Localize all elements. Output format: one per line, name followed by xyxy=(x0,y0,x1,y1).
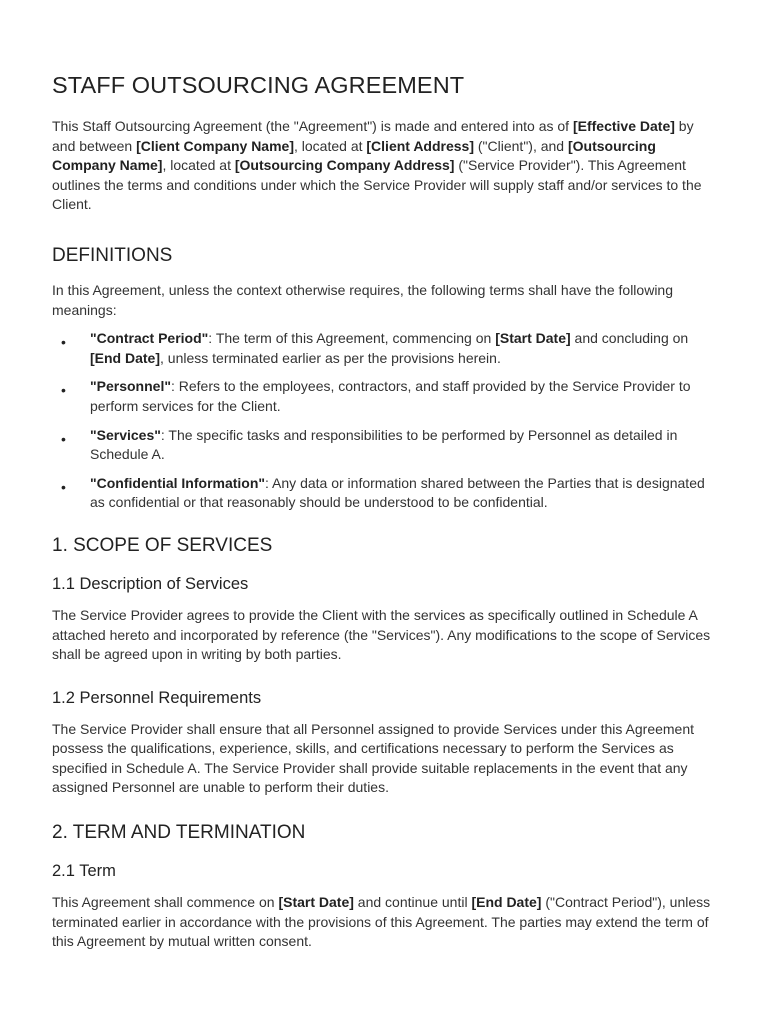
bold-term: [End Date] xyxy=(90,349,160,366)
bold-term: [Start Date] xyxy=(278,894,354,911)
text-run: and concluding on xyxy=(570,330,689,347)
list-item xyxy=(52,474,718,513)
document-title: STAFF OUTSOURCING AGREEMENT xyxy=(52,72,465,98)
bullet-icon: • xyxy=(61,334,66,351)
definition-text xyxy=(90,475,705,511)
text-run: : The term of this Agreement, commencing on xyxy=(208,330,496,347)
bullet-icon: • xyxy=(61,430,66,447)
text-run: , located at xyxy=(162,157,235,174)
text-run: and continue until xyxy=(353,894,472,911)
text-run: This Agreement shall commence on xyxy=(52,894,279,911)
text-run: This Staff Outsourcing Agreement (the "Agreement") is made and entered into as of xyxy=(52,118,573,134)
bold-term: [End Date] xyxy=(471,894,542,911)
section-2-1-body xyxy=(52,893,718,952)
text-run: ("Service Provider"). This Agreement outlines the terms and conditions under which the Service Provider will supply staff and/or services to the Client. xyxy=(52,157,702,213)
bold-term: [Outsourcing Company Name] xyxy=(52,137,656,174)
section-1-2-body: The Service Provider shall ensure that all Personnel assigned to provide Services under this Agreement possess the qualifications, experience, skills, and certifications necessary to perform the Services as specified in Schedule A. The Service Provider shall provide suitable replacements in the event that any assigned Personnel are unable to perform their duties. xyxy=(52,720,695,796)
definition-text xyxy=(90,378,691,414)
bold-term: "Services" xyxy=(90,426,161,443)
bold-term: [Effective Date] xyxy=(572,118,675,134)
definitions-lead: In this Agreement, unless the context otherwise requires, the following terms shall have the following meanings: xyxy=(52,281,673,318)
list-item xyxy=(52,377,718,416)
list-item xyxy=(52,426,718,465)
section-1-1-body: The Service Provider agrees to provide the Client with the services as specifically outlined in Schedule A attached hereto and incorporated by reference (the "Services"). Any modifications to the scope of Services shall be agreed upon in writing by both parties. xyxy=(52,606,711,663)
bold-term: [Client Address] xyxy=(366,137,474,154)
bold-term: [Outsourcing Company Address] xyxy=(234,157,455,174)
bold-term: "Personnel" xyxy=(90,378,171,395)
definition-text xyxy=(90,427,677,463)
text-run: , located at xyxy=(294,137,367,154)
section-2-heading: 2. TERM AND TERMINATION xyxy=(52,822,306,844)
intro-paragraph xyxy=(52,117,718,215)
section-1-1-heading: 1.1 Description of Services xyxy=(52,574,249,593)
text-run: ("Client"), and xyxy=(474,137,568,154)
section-2-1-heading: 2.1 Term xyxy=(52,862,116,881)
definitions-heading: DEFINITIONS xyxy=(52,244,173,266)
bold-term: "Confidential Information" xyxy=(90,474,266,491)
bold-term: [Client Company Name] xyxy=(136,137,294,154)
list-item xyxy=(52,329,718,368)
section-1-heading: 1. SCOPE OF SERVICES xyxy=(52,534,273,556)
text-run: : Refers to the employees, contractors, and staff provided by the Service Provider to perform services for the Client. xyxy=(90,378,691,414)
bullet-icon: • xyxy=(61,478,66,495)
text-run: ("Contract Period"), unless terminated earlier in accordance with the provisions of this Agreement. The parties may extend the term of this Agreement by mutual written consent. xyxy=(52,894,711,950)
text-run: : The specific tasks and responsibilities to be performed by Personnel as detailed in Schedule A. xyxy=(90,426,678,463)
text-run: , unless terminated earlier as per the provisions herein. xyxy=(160,349,501,366)
section-1-2-heading: 1.2 Personnel Requirements xyxy=(52,688,262,707)
bold-term: [Start Date] xyxy=(495,330,571,347)
bullet-icon: • xyxy=(61,382,66,399)
text-run: : Any data or information shared between the Parties that is designated as confidential or that reasonably should be understood to be confidential. xyxy=(90,474,705,511)
definitions-list xyxy=(52,329,718,513)
text-run: by and between xyxy=(52,118,694,154)
definition-text xyxy=(90,330,688,366)
bold-term: "Contract Period" xyxy=(90,330,209,347)
